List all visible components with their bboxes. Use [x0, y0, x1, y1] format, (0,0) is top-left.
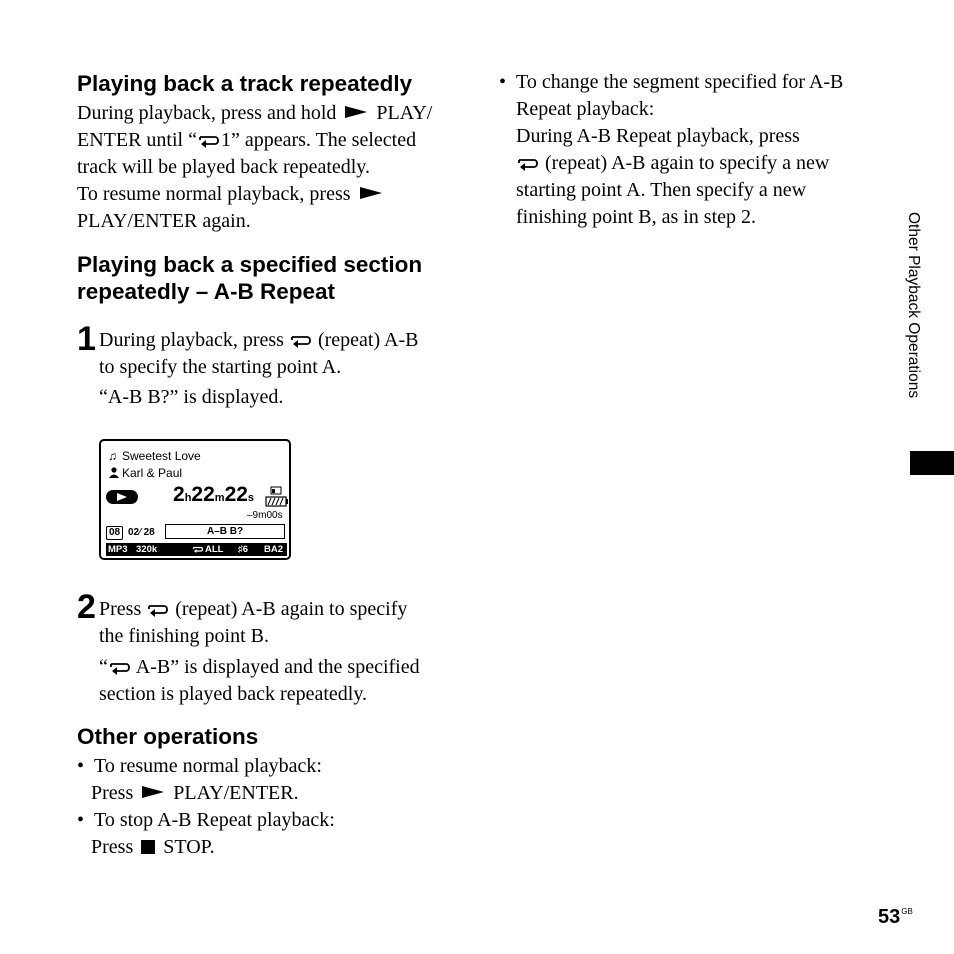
music-note-icon: ♫	[108, 449, 117, 463]
play-triangle-icon	[360, 187, 382, 199]
step-number-1: 1	[77, 320, 96, 358]
bullet-item: • To change the segment specified for A-B	[499, 71, 844, 93]
text-fragment: 1” appears. The selected	[220, 129, 417, 151]
lcd-bitrate: 320k	[136, 544, 158, 555]
repeat-icon	[192, 545, 204, 554]
paragraph-line	[77, 127, 416, 154]
text-fragment: To resume normal playback:	[94, 755, 322, 777]
text-fragment: To stop A-B Repeat playback:	[94, 809, 335, 831]
bullet-item-continuation: During A-B Repeat playback, press	[516, 125, 800, 147]
repeat-icon	[146, 602, 170, 618]
bullet-item: • To stop A-B Repeat playback:	[77, 809, 335, 831]
text-fragment: (repeat) A-B again to specify	[170, 598, 408, 620]
battery-icon	[265, 486, 289, 508]
text-fragment: (repeat) A-B again to specify a new	[540, 152, 830, 174]
lcd-track-title: Sweetest Love	[122, 449, 201, 463]
lcd-track-count: 02⁄ 28	[128, 527, 155, 538]
text-fragment: Press	[91, 836, 139, 858]
heading-repeat-track: Playing back a track repeatedly	[77, 71, 413, 96]
lcd-minutes: 22	[191, 483, 215, 506]
text-fragment: (repeat) A-B	[312, 329, 419, 351]
lcd-status-bar	[106, 543, 287, 556]
text-fragment: To change the segment specified for A-B	[516, 71, 844, 93]
lcd-format: MP3	[108, 544, 128, 555]
page-number	[878, 906, 913, 929]
bullet-item-continuation: starting point A. Then specify a new	[516, 179, 807, 201]
stop-square-icon	[141, 840, 155, 854]
lcd-repeat-mode: ALL	[205, 544, 224, 555]
step1-line	[99, 327, 418, 354]
text-fragment: PLAY/	[376, 102, 433, 124]
paragraph-line	[77, 100, 432, 127]
lcd-unit: h	[184, 492, 192, 504]
repeat-icon	[516, 156, 540, 172]
paragraph-line: track will be played back repeatedly.	[77, 156, 371, 178]
paragraph-line	[77, 181, 386, 208]
page-number-suffix: GB	[901, 907, 913, 916]
text-fragment: STOP.	[163, 836, 215, 858]
text-fragment: During playback, press	[99, 329, 289, 351]
text-fragment: “	[99, 656, 108, 678]
text-fragment: PLAY/ENTER.	[173, 782, 299, 804]
lcd-eq: ♯6	[238, 544, 249, 555]
lcd-remaining-time: –9m00s	[247, 510, 283, 521]
lcd-unit: s	[247, 492, 255, 504]
lcd-display	[99, 439, 291, 560]
section-tab-marker	[910, 451, 954, 475]
repeat-icon	[108, 660, 132, 676]
bullet-item: • To resume normal playback:	[77, 755, 322, 777]
step1-note: “A-B B?” is displayed.	[99, 386, 284, 408]
text-fragment: Press	[99, 598, 147, 620]
text-fragment: To resume normal playback, press	[77, 183, 356, 205]
text-fragment: Press	[91, 782, 139, 804]
bullet-item-continuation	[516, 150, 829, 177]
lcd-hours: 2	[173, 483, 185, 506]
lcd-ab-status: A–B B?	[165, 524, 285, 539]
step-number-2: 2	[77, 588, 96, 626]
bullet-item-continuation	[91, 834, 215, 861]
step2-note	[99, 654, 420, 681]
lcd-artist: Karl & Paul	[122, 466, 183, 480]
lcd-unit: m	[214, 492, 225, 504]
step2-note: section is played back repeatedly.	[99, 683, 368, 705]
play-triangle-icon	[345, 106, 367, 118]
play-triangle-icon	[142, 786, 164, 798]
step2-line	[99, 596, 407, 623]
step2-line: the finishing point B.	[99, 625, 269, 647]
lcd-folder-number: 08	[106, 526, 123, 540]
lcd-mode: BA2	[264, 544, 284, 555]
text-fragment: During playback, press and hold	[77, 102, 342, 124]
play-triangle-icon	[117, 493, 127, 501]
text-fragment: A-B” is displayed and the specified	[131, 656, 420, 678]
heading-ab-repeat-line2: repeatedly – A-B Repeat	[77, 279, 336, 304]
sidebar-label-text: Other Playback Operations	[905, 212, 922, 399]
page-number-value: 53	[878, 906, 901, 928]
play-status-badge	[106, 490, 138, 504]
sidebar-section-label	[904, 212, 924, 442]
bullet-item-continuation: Repeat playback:	[516, 98, 655, 120]
bullet-item-continuation: finishing point B, as in step 2.	[516, 206, 756, 228]
repeat-icon	[197, 133, 221, 149]
person-icon	[109, 467, 119, 478]
paragraph-line: PLAY/ENTER again.	[77, 210, 251, 232]
bullet-item-continuation	[91, 780, 299, 807]
text-fragment: ENTER until “	[77, 129, 197, 151]
lcd-seconds: 22	[224, 483, 248, 506]
step1-line: to specify the starting point A.	[99, 356, 342, 378]
heading-other-operations: Other operations	[77, 724, 259, 749]
lcd-elapsed-time	[173, 483, 254, 507]
repeat-icon	[289, 333, 313, 349]
heading-ab-repeat-line1: Playing back a specified section	[77, 252, 423, 277]
